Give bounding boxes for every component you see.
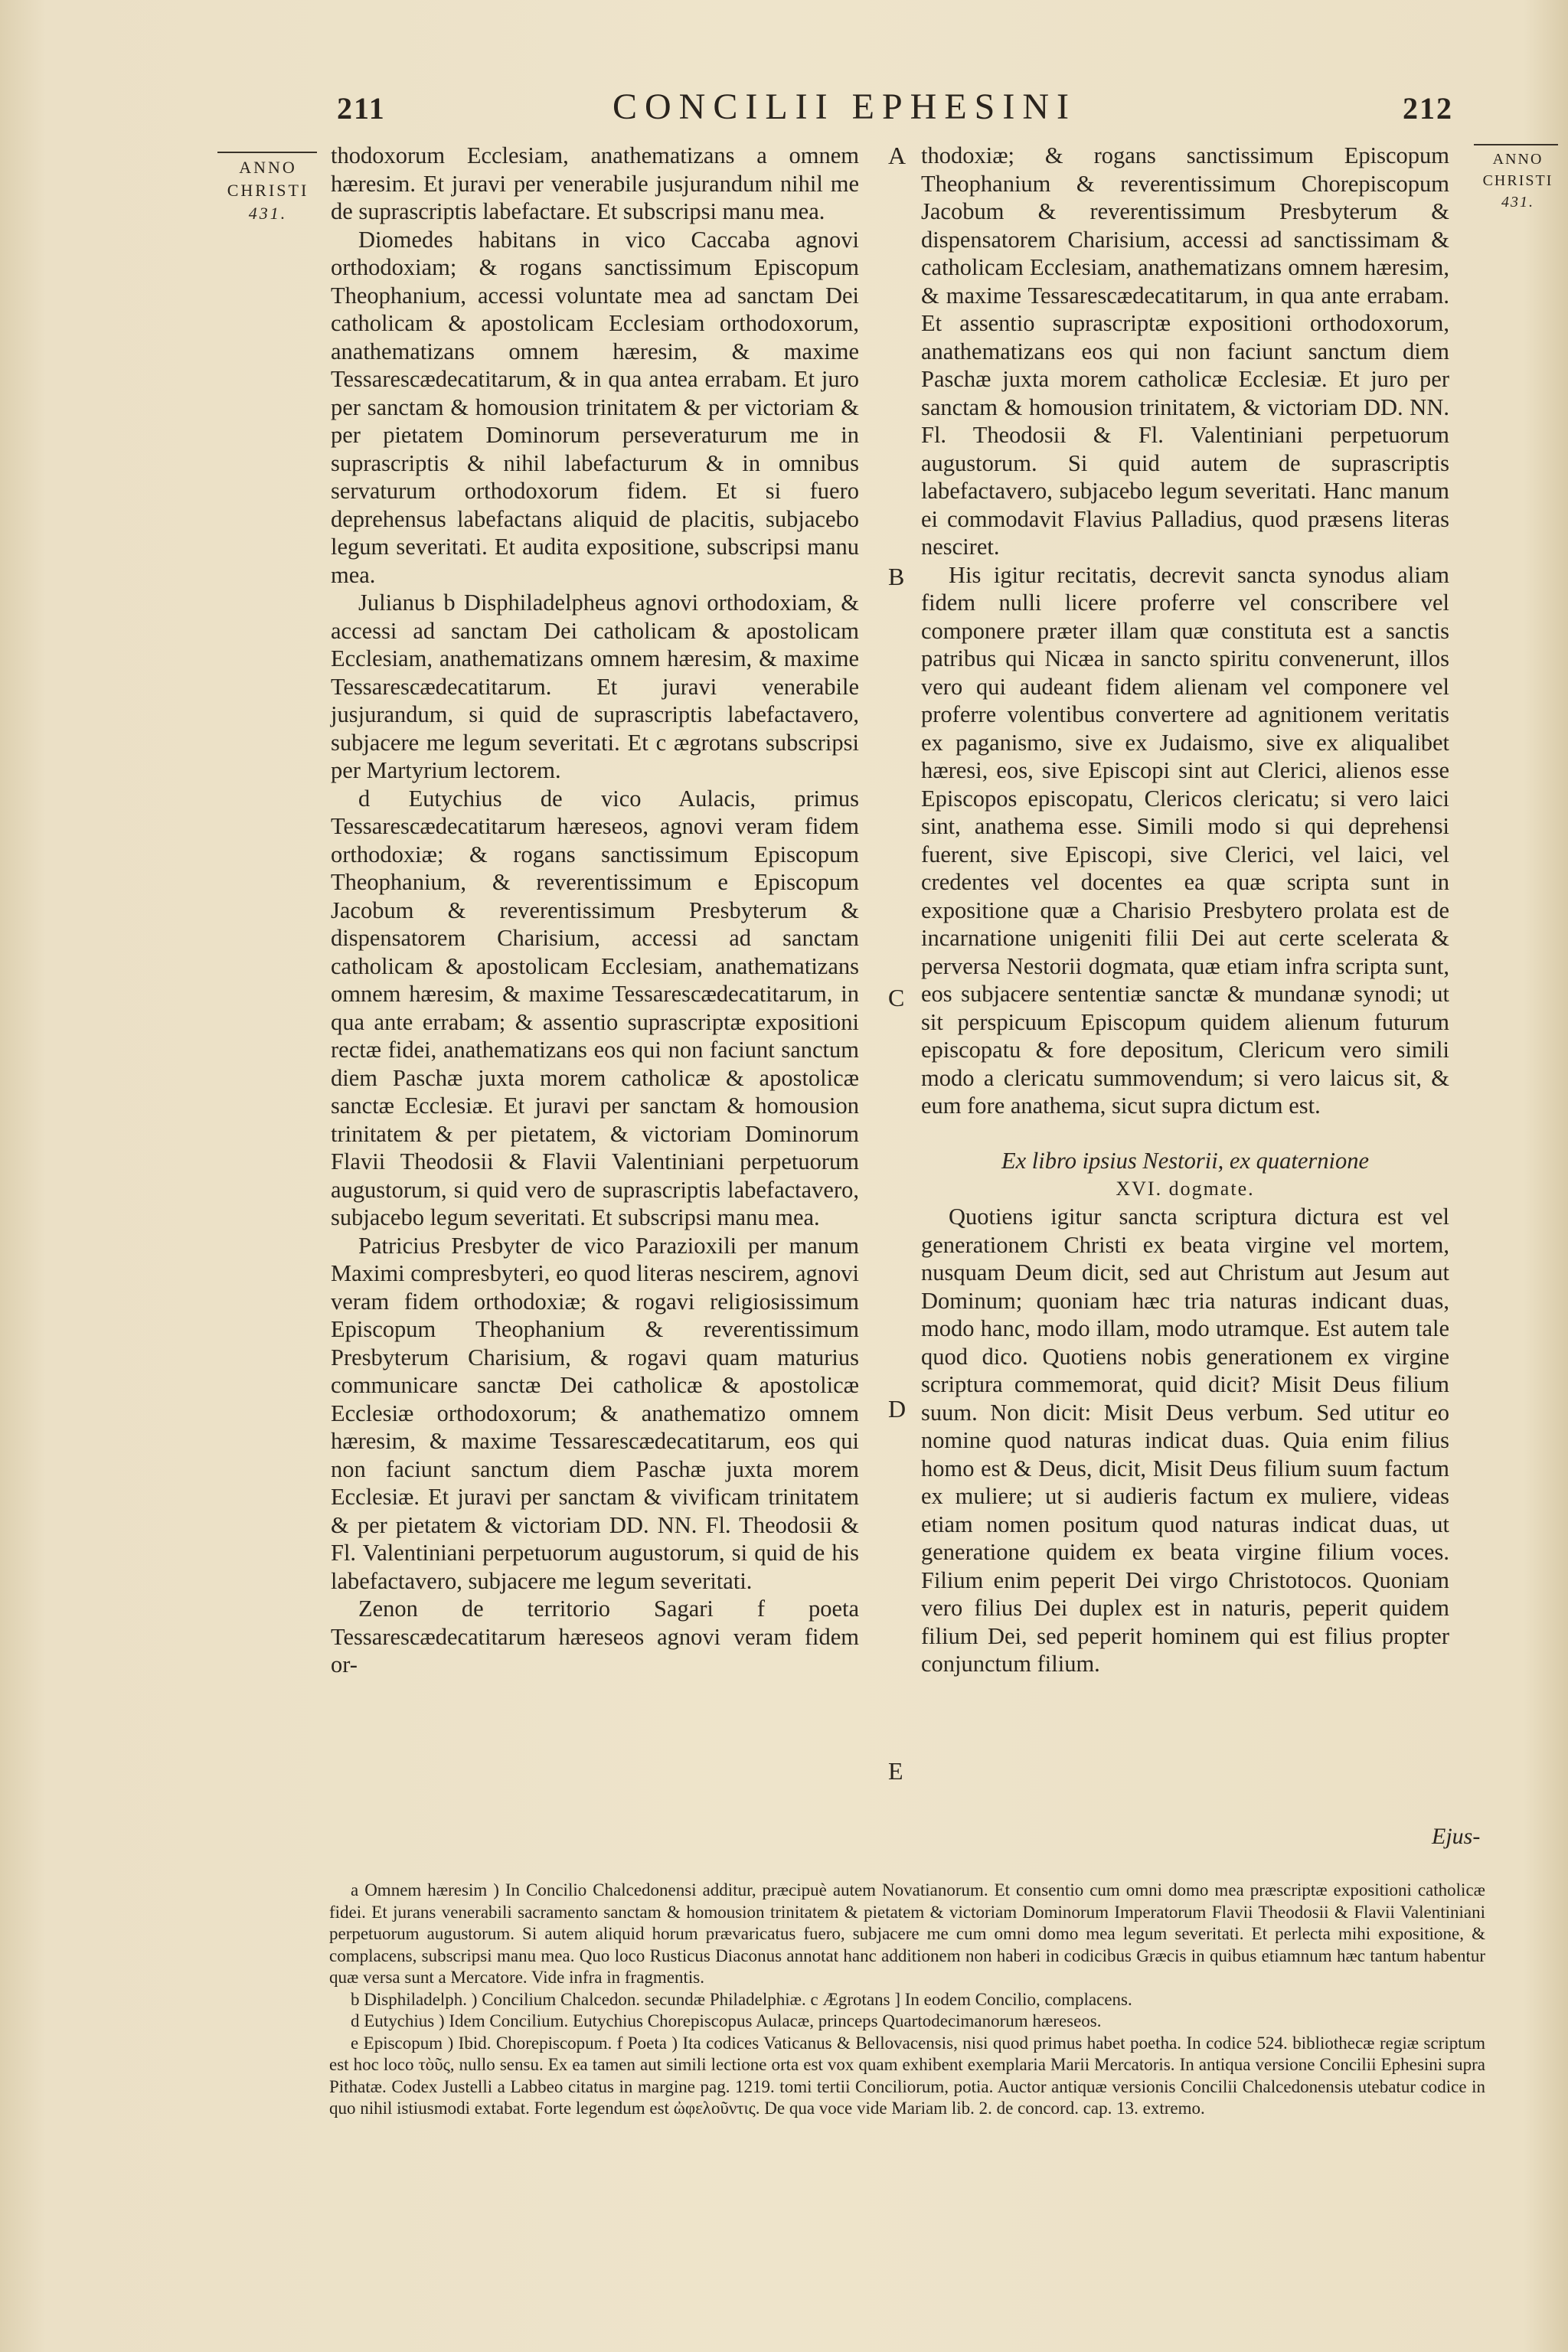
left-text-column [331,142,859,1679]
footnote: b Disphiladelph. ) Concilium Chalcedon. secundæ Philadelphiæ. c Ægrotans ] In eodem Concilio, complacens. [351,1989,1132,2009]
section-letter-e: E [888,1757,903,1785]
section-letter-d: D [888,1395,906,1423]
paragraph: His igitur recitatis, decrevit sancta synodus aliam fidem nulli licere proferre vel conscribere vel componere præter illam quæ constituta est a sanctis patribus qui Nicæa in sancto spiritu convenerunt, illos vero qui audeant fidem alienam vel componere vel proferre volentibus convertere ad agnitionem veritatis ex paganismo, sive ex Judaismo, sive ex aliqualibet hæresi, eos, sive Episcopi sint aut Clerici, alienos esse Episcopos episcopatu, Clericos clericatu; si vero laici sint, anathema esse. Simili modo si qui deprehensi fuerent, sive Episcopi, sive Clerici, vel laici, vel credentes vel docentes ea quæ scripta sunt in expositione quæ a Charisio Presbytero prolata est de incarnatione unigeniti filii Dei aut certe scelerata & perversa Nestorii dogmata, quæ etiam infra scripta sunt, eos subjacere sententiæ sanctæ & mundanæ synodi; ut sit perspicuum Episcopum quidem alienum futurum episcopatu & fore depositum, Clericum vero simili modo a clericatu summovendum; si vero laicus sit, & eum fore anathema, sicut supra dictum est. [921,561,1449,1119]
section-letter-a: A [888,142,906,169]
footnote: e Episcopum ) Ibid. Chorepiscopum. f Poeta ) Ita codices Vaticanus & Bellovacensis, nisi quod primus habet poetha. In codice 524. bibliothecæ regiæ scriptum est hoc loco τὸῦς, nullo sensu. Ex ea tamen aut simili lectione orta est vox quam exhibent exemplaria Marii Mercatoris. In antiqua versione Concilii Ephesini supra Pithatæ. Codex Justelli a Labbeo citatus in margine pag. 1219. tomi tertii Conciliorum, potia. Auctor antiquæ versionis Concilii Chalcedonensis utebatur codice in quo nihil istiusmodi extabat. Forte legendum est ὠφελοῦντις. De qua voce vide Mariam lib. 2. de concord. cap. 13. extremo. [329,2033,1485,2118]
paragraph: d Eutychius de vico Aulacis, primus Tessarescædecatitarum hæreseos, agnovi veram fidem orthodoxiæ; & rogans sanctissimum Episcopum Theophanium, & reverentissimum e Episcopum Jacobum & reverentissimum Presbyterum & dispensatorem Charisium, accessi ad sanctam catholicam & apostolicam Ecclesiam, anathematizans omnem hæresim, & maxime Tessarescædecatitarum, in qua ante errabam; & assentio suprascriptæ expositioni rectæ fidei, anathematizans eos qui non faciunt sanctum diem Paschæ juxta morem catholicæ & apostolicæ sanctæ Ecclesiæ. Et juravi per sanctam & homousion trinitatem & per pietatem, & victoriam Dominorum Flavii Theodosii & Flavii Valentiniani perpetuorum augustorum, si quid vero de suprascriptis labefactavero, subjacebo legum severitati. Et subscripsi manu mea. [331,785,859,1230]
paragraph: Zenon de territorio Sagari f poeta Tessarescædecatitarum hæreseos agnovi veram fidem or- [331,1596,859,1677]
section-letter-b: B [888,563,905,590]
margin-anno-word: ANNO [239,158,297,177]
margin-year-number: 431. [1501,194,1534,211]
footnote: a Omnem hæresim ) In Concilio Chalcedonensi additur, præcipuè autem Novatianorum. Et consentio cum omni domo mea præscriptæ expositioni catholicæ fidei. Et jurans venerabili sacramento sanctam & homousion trinitatem & pietatem & victoriam Dominorum Imperatorum Flavii Theodosii & Flavii Valentiniani perpetuorum augustorum. Si autem aliquid horum prævaricatus fuero, subjacere me cum omni domo mea legum severitati. Et perlecta mihi expositione, & complacens, subscripsi manu mea. Quo loco Rusticus Diaconus annotat hanc additionem non haberi in codicibus Græcis in quibus etiamnum hæc tantum habentur quæ versa sunt a Mercatore. Vide infra in fragmentis. [329,1880,1485,1987]
margin-year-right [1474,144,1562,213]
margin-christi-word: CHRISTI [227,181,309,200]
page-number-left: 211 [337,91,386,126]
paragraph: Julianus b Disphiladelpheus agnovi orthodoxiam, & accessi ad sanctam Dei catholicam & apostolicam Ecclesiam, anathematizans omnem hæresim, & maxime Tessarescædecatitarum. Et juravi venerabile jusjurandum, si quid de suprascriptis labefactavero, subjacere me legum severitati. Et c ægrotans subscripsi per Martyrium lectorem. [331,590,859,783]
paragraph: Diomedes habitans in vico Caccaba agnovi orthodoxiam; & rogans sanctissimum Episcopum Theophanium, accessi voluntate mea ad sanctam Dei catholicam & apostolicam Ecclesiam orthodoxorum, anathematizans omnem hæresim, & maxime Tessarescædecatitarum, & in qua antea errabam. Et juro per sanctam & homousion trinitatem & per victoriam & per pietatem Dominorum perseveraturum me in suprascriptis & nihil labefacturum & in omnibus servaturum orthodoxorum fidem. Et si fuero deprehensus labefactans aliquid de placitis, subjacebo legum severitati. Et audita expositione, subscripsi manu mea. [331,226,859,588]
section-heading: Ex libro ipsius Nestorii, ex quaternione [1001,1147,1370,1174]
margin-rule [1474,144,1558,145]
paragraph: thodoxorum Ecclesiam, anathematizans a omnem hæresim. Et juravi per venerabile jusjurandum nihil me de suprascriptis labefactare. Et subscripsi manu mea. [331,142,859,224]
section-letter-c: C [888,984,905,1011]
paragraph: thodoxiæ; & rogans sanctissimum Episcopum Theophanium & reverentissimum Chorepiscopum Jacobum & reverentissimum Presbyterum & dispensatorem Charisium, accessi ad sanctissimam & catholicam Ecclesiam, anathematizans omnem hæresim, & maxime Tessarescædecatitarum, in qua ante errabam. Et assentio suprascriptæ expositioni orthodoxorum, anathematizans eos qui non faciunt sanctum diem Paschæ juxta morem catholicæ Ecclesiæ. Et juro per sanctam & homousion trinitatem, & victoriam DD. NN. Fl. Theodosii & Fl. Valentiniani perpetuorum augustorum. Si quid autem de suprascriptis labefactavero, subjacebo legum severitati. Hanc manum ei commodavit Flavius Palladius, quod præsens literas nesciret. [921,142,1449,560]
section-subheading: XVI. dogmate. [1116,1177,1255,1200]
catchword: Ejus- [1432,1824,1481,1849]
footnotes [329,1880,1485,2120]
paragraph: Patricius Presbyter de vico Parazioxili per manum Maximi compresbyteri, eo quod literas nescirem, agnovi veram fidem orthodoxiæ; & rogavi religiosissimum Episcopum Theophanium & reverentissimum Presbyterum Charisium, & rogavi quam maturius communicare sanctæ Dei catholicæ & apostolicæ Ecclesiæ orthodoxorum; & anathematizo omnem hæresim, & maxime Tessarescædecatitarum, eos qui non faciunt sanctum diem Paschæ juxta morem Ecclesiæ. Et juravi per sanctam & vivificam trinitatem & per pietatem & victoriam DD. NN. Fl. Theodosii & Fl. Valentiniani perpetuorum augustorum, si quid de his labefactavero, subjacere me legum severitati. [331,1232,859,1594]
right-text-column [921,142,1449,1678]
footnote: d Eutychius ) Idem Concilium. Eutychius Chorepiscopus Aulacæ, princeps Quartodecimanorum hæreseos. [351,2011,1102,2030]
page-number-right: 212 [1403,91,1453,126]
margin-anno-word: ANNO [1492,151,1544,168]
margin-year-left [214,152,322,225]
paragraph: Quotiens igitur sancta scriptura dictura est vel generationem Christi ex beata virgine vel mortem, nusquam Deum dicit, sed aut Christum aut Jesum aut Dominum; quoniam hæc tria naturas indicant duas, modo hanc, modo illam, modo utramque. Est autem tale quod dico. Quotiens nobis generationem ex virgine scriptura commemorat, quid dicit? Misit Deus filium suum. Non dicit: Misit Deus verbum. Sed utitur eo nomine quod naturas indicat duas. Quia enim filius homo est & Deus, dicit, Misit Deus filium suum factum ex muliere; ut si audieris factum ex muliere, videas etiam nomen positum quod naturas indicat duas, ut generatione quidem ex beata virgine filium voces. Filium enim peperit Dei virgo Christotocos. Quoniam vero filius Dei duplex est in naturis, peperit quidem filium Dei, sed peperit hominem qui est filius propter conjunctum filium. [921,1204,1449,1677]
margin-christi-word: CHRISTI [1482,172,1553,189]
running-header-title: CONCILII EPHESINI [612,87,1076,127]
margin-year-number: 431. [248,204,288,223]
margin-rule [217,152,317,153]
